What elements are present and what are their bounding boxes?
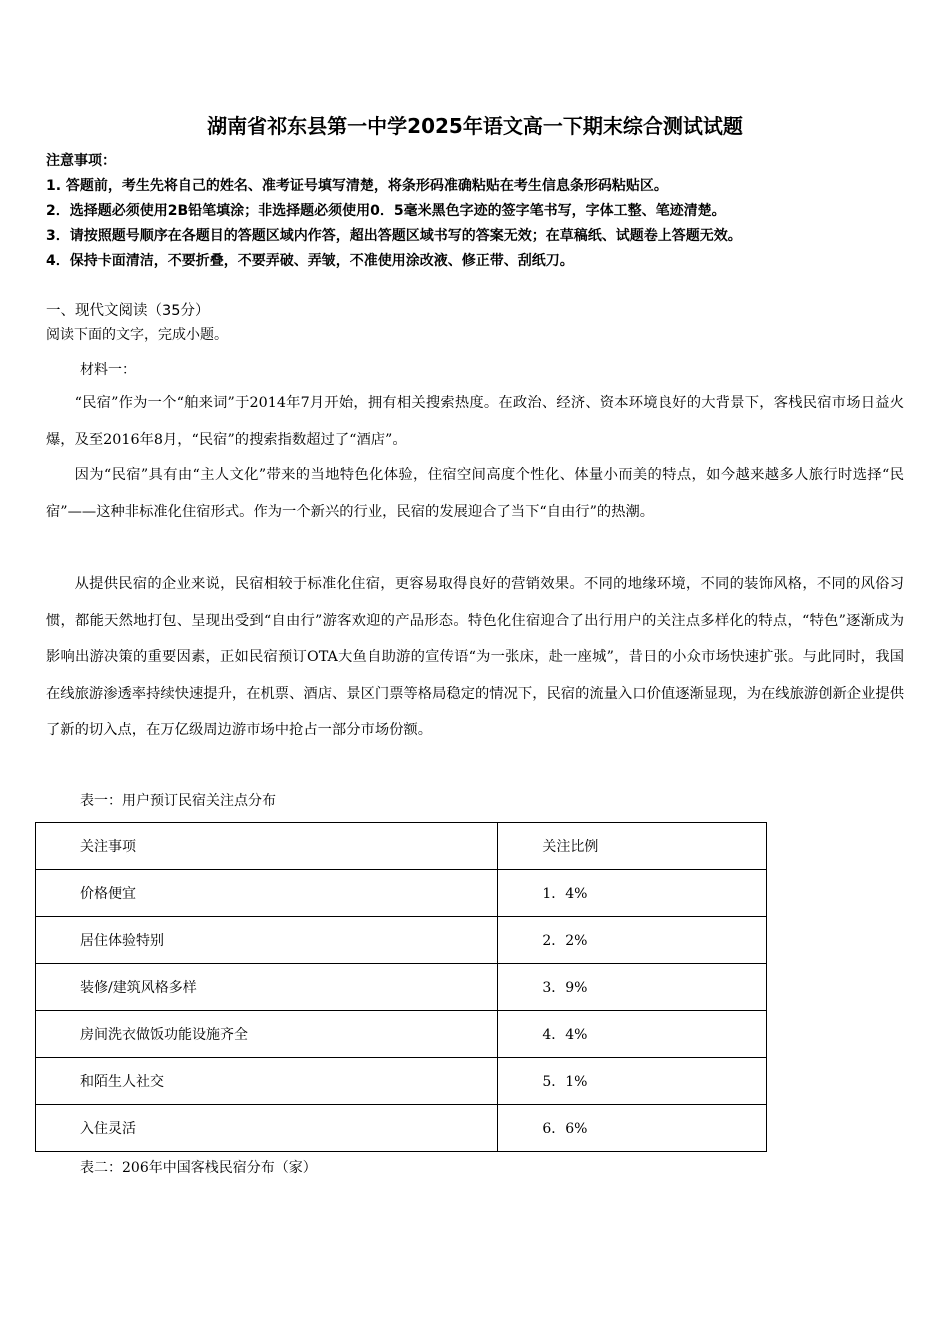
preference-table (35, 822, 767, 1152)
table-header-cell: 关注比例 (498, 823, 767, 870)
paragraph-2: 因为“民宿”具有由“主人文化”带来的当地特色化体验，住宿空间高度个性化、体量小而美的特点，如今越来越多人旅行时选择“民宿”——这种非标准化住宿形式。作为一个新兴的行业，民宿的发展迎合了当下“自由行”的热潮。 (46, 467, 904, 520)
table-row (36, 917, 767, 964)
table-row (36, 1105, 767, 1152)
table-cell-item: 装修/建筑风格多样 (36, 964, 498, 1011)
table-cell-item: 入住灵活 (36, 1105, 498, 1152)
page-title: 湖南省祁东县第一中学2025年语文高一下期末综合测试试题 (207, 114, 743, 138)
table-header-row (36, 823, 767, 870)
table-cell-ratio: 1．4% (498, 870, 767, 917)
material-label: 材料一： (80, 362, 136, 378)
table-row (36, 1011, 767, 1058)
table1-caption: 表一：用户预订民宿关注点分布 (80, 793, 276, 809)
notice-item-1: 1. 答题前，考生先将自己的姓名、准考证号填写清楚，将条形码准确粘贴在考生信息条形码粘贴区。 (46, 178, 668, 194)
table-cell-ratio: 3．9% (498, 964, 767, 1011)
table-cell-item: 房间洗衣做饭功能设施齐全 (36, 1011, 498, 1058)
notice-item-4: 4．保持卡面清洁，不要折叠，不要弄破、弄皱，不准使用涂改液、修正带、刮纸刀。 (46, 253, 574, 269)
notice-heading: 注意事项： (46, 153, 116, 169)
table-cell-ratio: 4．4% (498, 1011, 767, 1058)
notice-item-2: 2．选择题必须使用2B铅笔填涂；非选择题必须使用0．5毫米黑色字迹的签字笔书写，字体工整、笔迹清楚。 (46, 203, 726, 219)
notice-item-3: 3．请按照题号顺序在各题目的答题区域内作答，超出答题区域书写的答案无效；在草稿纸、试题卷上答题无效。 (46, 228, 742, 244)
table-cell-ratio: 5．1% (498, 1058, 767, 1105)
table-cell-item: 居住体验特别 (36, 917, 498, 964)
paragraph-3: 从提供民宿的企业来说，民宿相较于标准化住宿，更容易取得良好的营销效果。不同的地缘环境，不同的装饰风格，不同的风俗习惯，都能天然地打包、呈现出受到“自由行”游客欢迎的产品形态。特色化住宿迎合了出行用户的关注点多样化的特点，“特色”逐渐成为影响出游决策的重要因素，正如民宿预订OTA大鱼自助游的宣传语“为一张床，赴一座城”，昔日的小众市场快速扩张。与此同时，我国在线旅游渗透率持续快速提升，在机票、酒店、景区门票等格局稳定的情况下，民宿的流量入口价值逐渐显现，为在线旅游创新企业提供了新的切入点，在万亿级周边游市场中抢占一部分市场份额。 (46, 576, 904, 738)
table-cell-ratio: 2．2% (498, 917, 767, 964)
section-heading: 一、现代文阅读（35分） (46, 303, 210, 319)
table-cell-item: 和陌生人社交 (36, 1058, 498, 1105)
table-header-cell: 关注事项 (36, 823, 498, 870)
table-row (36, 870, 767, 917)
table-row (36, 964, 767, 1011)
table2-caption: 表二：206年中国客栈民宿分布（家） (80, 1160, 317, 1176)
reading-instruction: 阅读下面的文字，完成小题。 (46, 327, 228, 343)
table-row (36, 1058, 767, 1105)
table-cell-ratio: 6．6% (498, 1105, 767, 1152)
paragraph-1: “民宿”作为一个“舶来词”于2014年7月开始，拥有相关搜索热度。在政治、经济、资本环境良好的大背景下，客栈民宿市场日益火爆，及至2016年8月，“民宿”的搜索指数超过了“酒店”。 (46, 395, 904, 448)
table-cell-item: 价格便宜 (36, 870, 498, 917)
